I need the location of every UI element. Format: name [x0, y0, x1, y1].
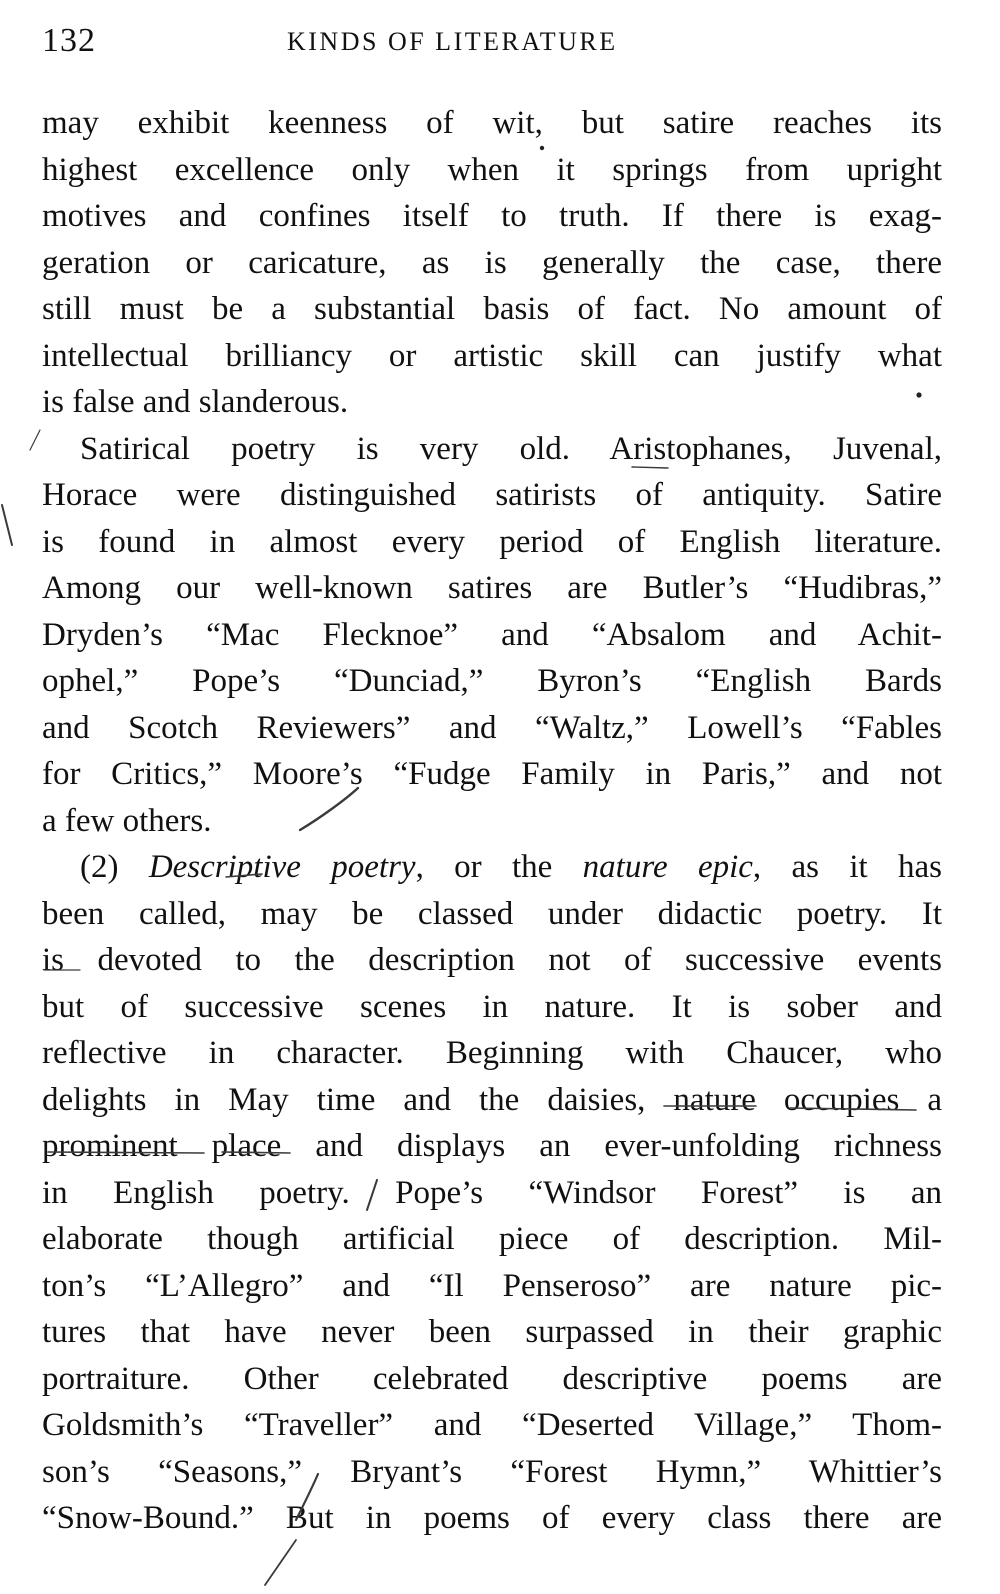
text-line: delights in May time and the daisies, nature occupies a — [42, 1081, 942, 1118]
term-nature-epic: nature epic — [582, 849, 753, 885]
text-line: motives and confines itself to truth. If there is exag- — [42, 198, 942, 234]
text-line: Horace were distinguished satirists of antiquity. Satire — [42, 477, 942, 513]
text-line: son’s “Seasons,” Bryant’s “Forest Hymn,” Whittier’s — [42, 1453, 942, 1490]
text-line: tures that have never been surpassed in their graphic — [42, 1314, 942, 1350]
text-line: Satirical poetry is very old. Aristophanes, Juvenal, — [80, 430, 942, 467]
line-prefix: (2) — [80, 849, 149, 885]
text-line: but of successive scenes in nature. It is sober and — [42, 988, 942, 1025]
text-line: is found in almost every period of English literature. — [42, 523, 942, 560]
text-line: Goldsmith’s “Traveller” and “Deserted Village,” Thom- — [42, 1407, 942, 1443]
text-line: is false and slanderous. — [42, 384, 349, 420]
text-line: prominent place and displays an ever-unfolding richness — [42, 1128, 942, 1164]
text-line: elaborate though artificial piece of description. Mil- — [42, 1221, 942, 1257]
margin-tick-mark — [30, 430, 40, 450]
body-text — [42, 100, 942, 1542]
text-line: is devoted to the description not of successive events — [42, 942, 942, 978]
slash-mark — [265, 1540, 296, 1585]
text-line: and Scotch Reviewers” and “Waltz,” Lowell’s “Fables — [42, 709, 942, 746]
text-line: still must be a substantial basis of fact. No amount of — [42, 291, 942, 327]
line-suffix: , as it has — [752, 849, 942, 885]
text-line-descriptive-poetry — [42, 844, 942, 891]
text-line: for Critics,” Moore’s “Fudge Family in Paris,” and not — [42, 756, 942, 792]
running-head — [42, 18, 942, 64]
text-line: portraiture. Other celebrated descriptive poems are — [42, 1360, 942, 1397]
page-number: 132 — [42, 22, 96, 59]
text-line: highest excellence only when it springs from upright — [42, 151, 942, 188]
text-line: Dryden’s “Mac Flecknoe” and “Absalom and Achit- — [42, 616, 942, 653]
text-line: reflective in character. Beginning with Chaucer, who — [42, 1035, 942, 1071]
margin-bracket-mark — [2, 505, 12, 545]
text-line: “Snow-Bound.” But in poems of every class there are — [42, 1500, 942, 1536]
running-title: KINDS OF LITERATURE — [287, 27, 618, 56]
text-line: ophel,” Pope’s “Dunciad,” Byron’s “English Bards — [42, 663, 942, 699]
text-line: Among our well-known satires are Butler’s “Hudibras,” — [42, 570, 942, 606]
text-line: geration or caricature, as is generally the case, there — [42, 244, 942, 281]
text-line: intellectual brilliancy or artistic skill can justify what — [42, 337, 942, 374]
text-line: may exhibit keenness of wit, but satire reaches its — [42, 105, 942, 141]
text-line: in English poetry. Pope’s “Windsor Forest” is an — [42, 1174, 942, 1211]
line-middle: , or the — [415, 849, 583, 885]
text-line: ton’s “L’Allegro” and “Il Penseroso” are nature pic- — [42, 1267, 942, 1304]
term-descriptive-poetry: Descriptive poetry — [148, 849, 416, 885]
text-line: a few others. — [42, 802, 212, 839]
text-line: been called, may be classed under didactic poetry. It — [42, 895, 942, 932]
